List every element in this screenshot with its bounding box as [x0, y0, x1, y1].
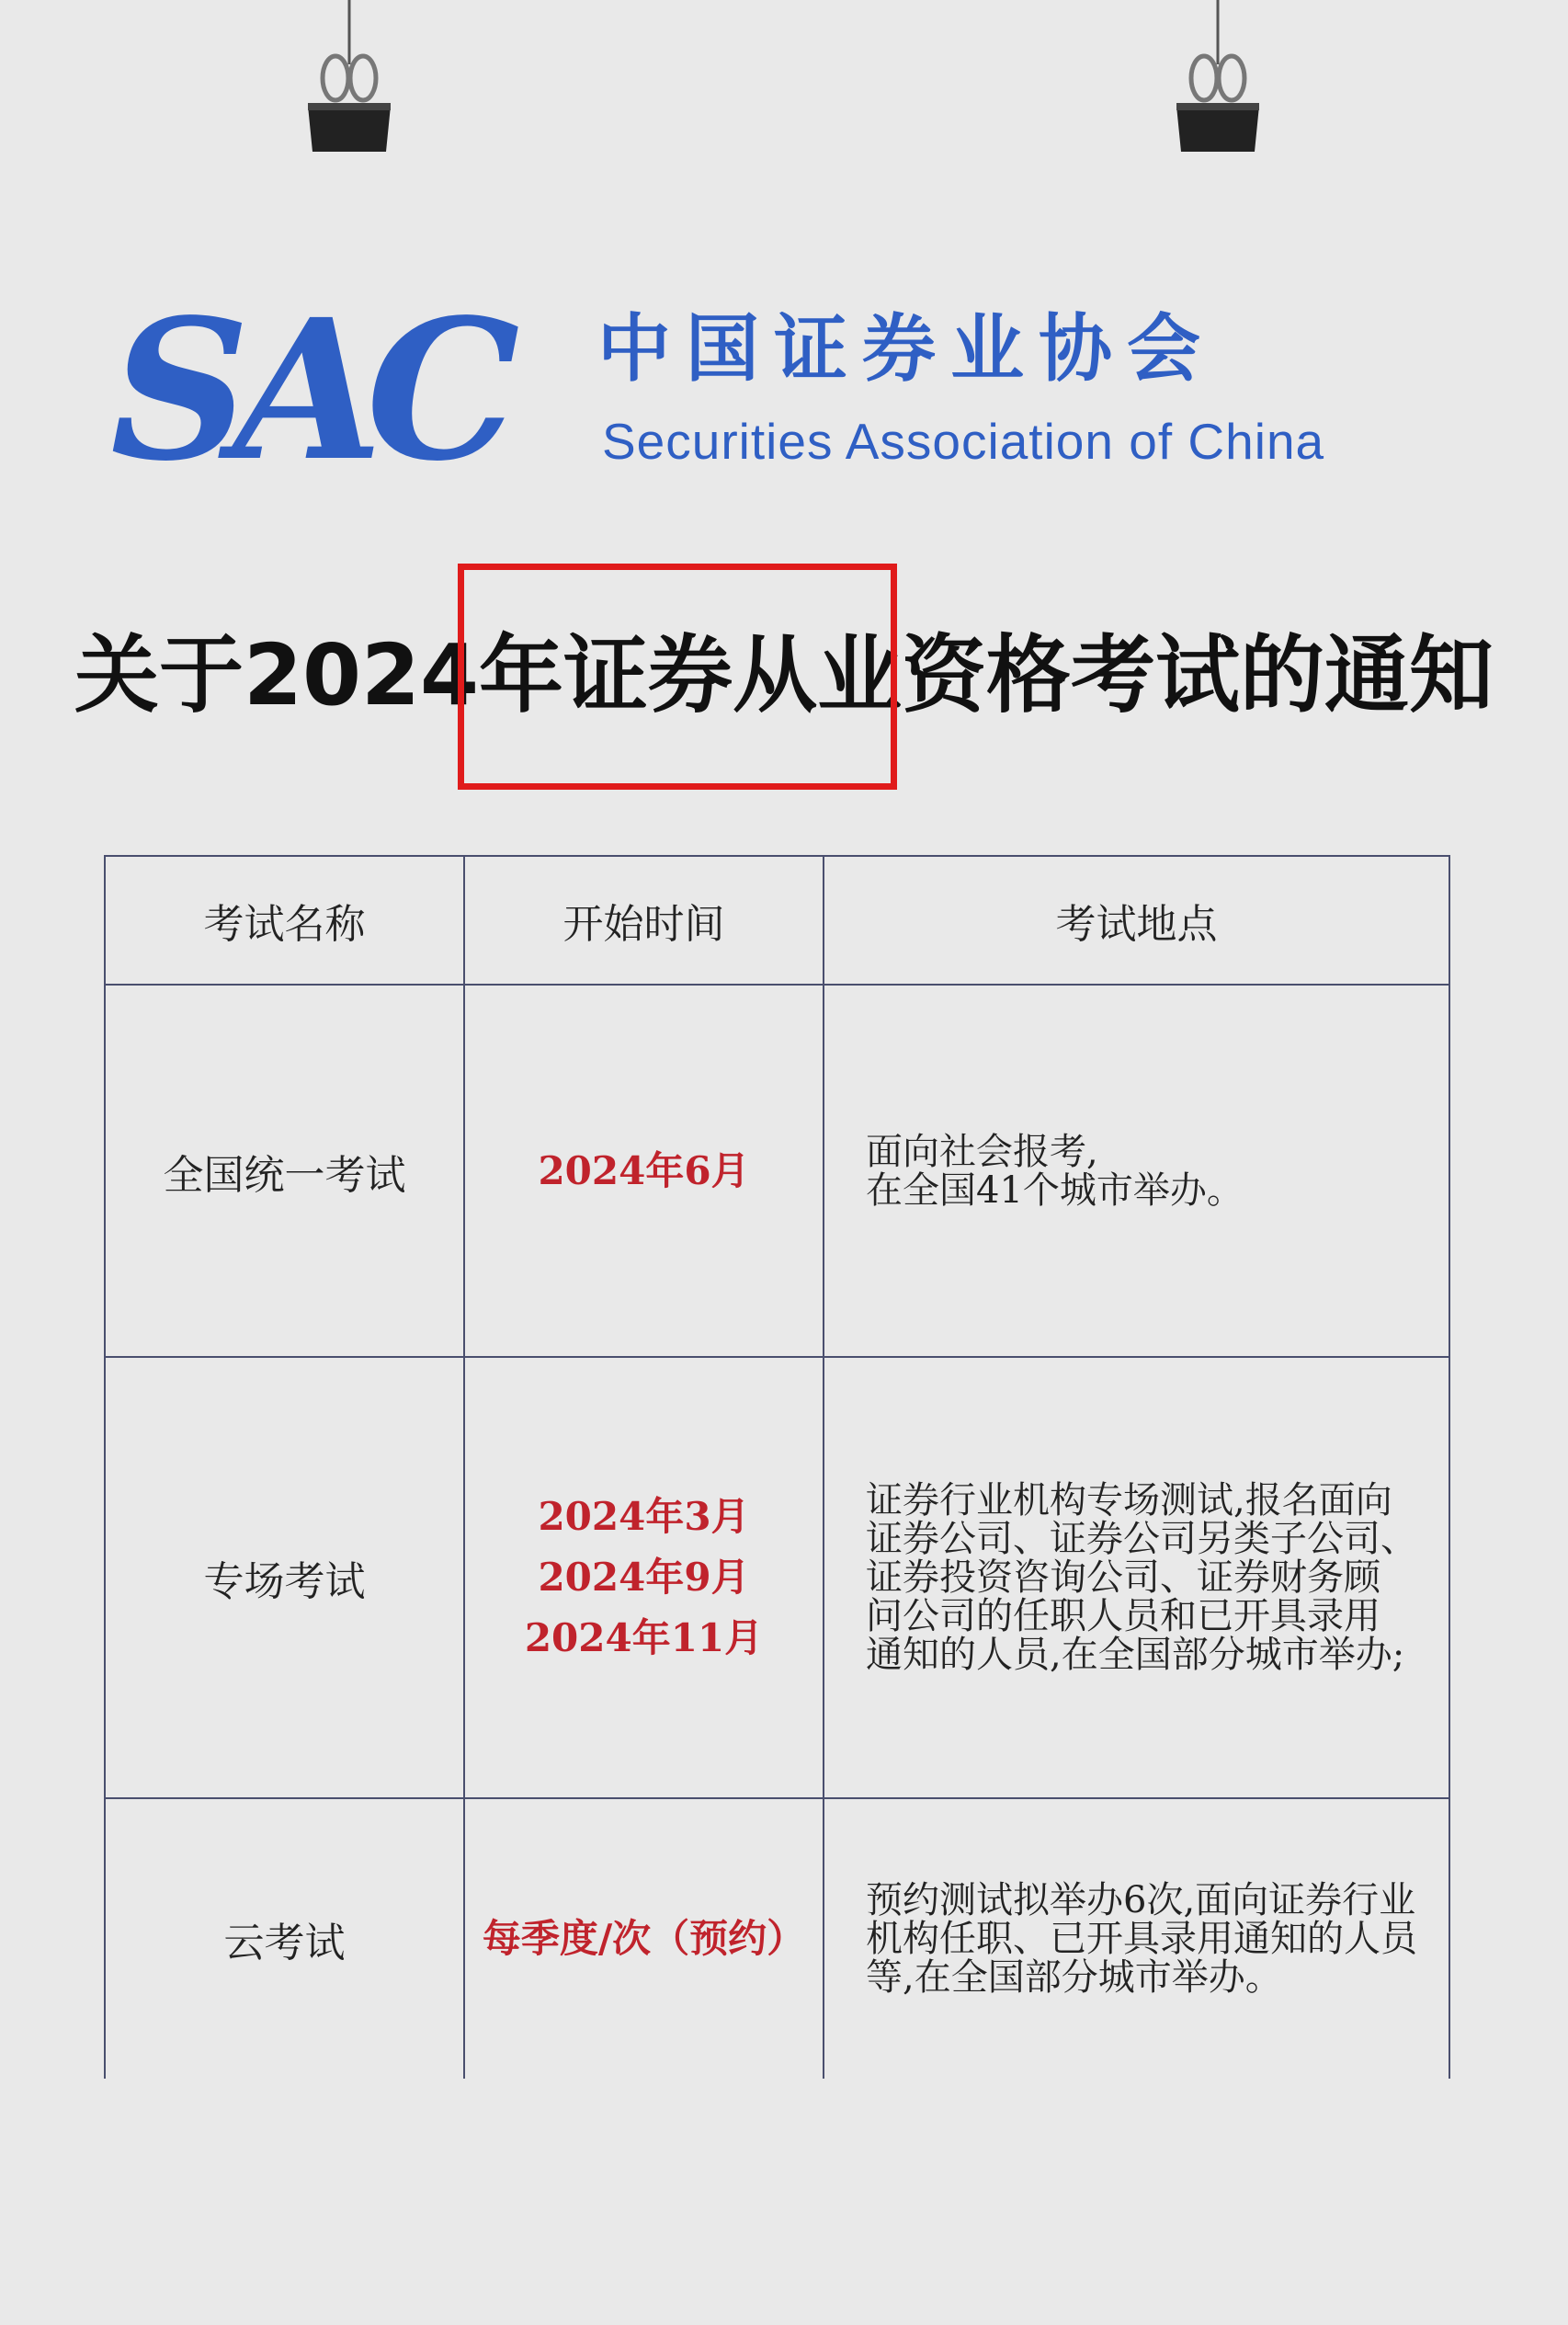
exam-location-cell [824, 1357, 1449, 1798]
location-line: 等,在全国部分城市举办。 [866, 1956, 1282, 1999]
location-line: 预约测试拟举办6次,面向证券行业 [866, 1879, 1416, 1921]
exam-time-cell [464, 1798, 824, 2079]
header-exam-location: 考试地点 [824, 856, 1449, 985]
table-row [105, 1798, 1449, 2079]
exam-name-cell: 全国统一考试 [105, 985, 464, 1357]
exam-time-line: 2024年11月 [524, 1615, 764, 1660]
sac-logo [110, 277, 1443, 504]
page-title: 关于2024年证券从业资格考试的通知 [74, 626, 1494, 724]
exam-table-wrap [104, 855, 1449, 2079]
exam-time-cell [464, 985, 824, 1357]
exam-time-line: 2024年6月 [538, 1147, 750, 1193]
sac-logo-mark: SAC [110, 277, 504, 504]
binder-clip-left [294, 0, 404, 165]
highlight-box [458, 564, 897, 790]
exam-name-cell: 云考试 [105, 1798, 464, 2079]
location-line: 证券投资咨询公司、证券财务顾 [866, 1556, 1381, 1599]
exam-location-cell [824, 1798, 1449, 2079]
location-line: 证券公司、证券公司另类子公司、 [866, 1518, 1417, 1560]
logo-chinese-name: 中国证券业协会 [597, 306, 1215, 392]
location-line: 面向社会报考, [866, 1130, 1098, 1173]
exam-name-cell: 专场考试 [105, 1357, 464, 1798]
header-start-time: 开始时间 [464, 856, 824, 985]
exam-time-line: 2024年9月 [538, 1555, 750, 1600]
location-line: 问公司的任职人员和已开具录用 [866, 1595, 1381, 1637]
exam-time-line: 每季度/次（预约） [482, 1916, 806, 1961]
exam-time-cell [464, 1357, 824, 1798]
table-header-row [105, 856, 1449, 985]
table-row [105, 1357, 1449, 1798]
location-line: 证券行业机构专场测试,报名面向 [866, 1479, 1392, 1522]
logo-english-name: Securities Association of China [602, 413, 1325, 470]
binder-clip-right [1163, 0, 1273, 165]
header-exam-name: 考试名称 [105, 856, 464, 985]
table-row [105, 985, 1449, 1357]
exam-table [104, 855, 1450, 2079]
location-line: 通知的人员,在全国部分城市举办; [866, 1634, 1405, 1676]
exam-location-cell [824, 985, 1449, 1357]
location-line: 在全国41个城市举办。 [866, 1168, 1244, 1212]
exam-time-line: 2024年3月 [538, 1494, 750, 1539]
location-line: 机构任职、已开具录用通知的人员 [866, 1918, 1417, 1960]
